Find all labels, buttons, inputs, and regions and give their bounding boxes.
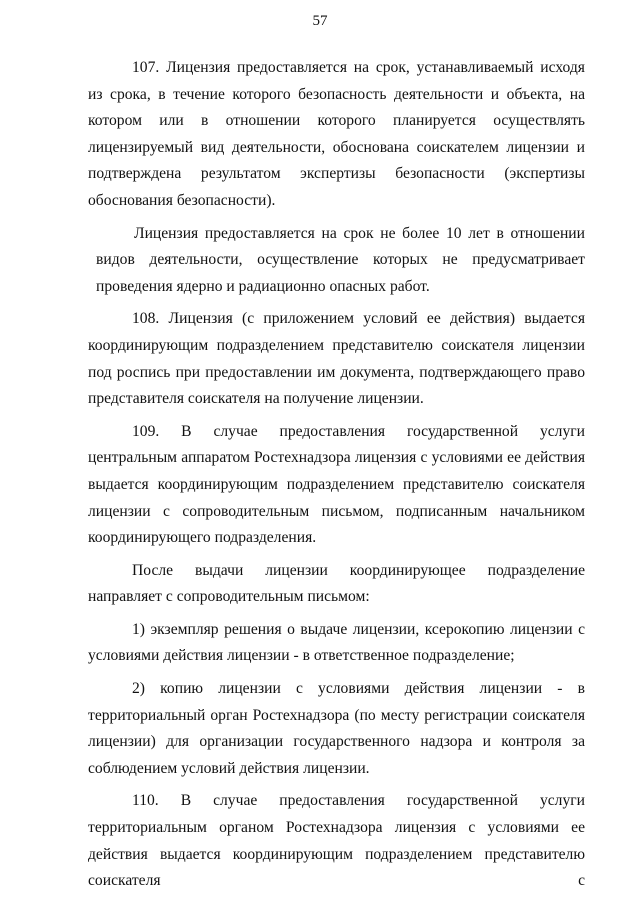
paragraph-109: 109. В случае предоставления государственной услуги центральным аппаратом Ростехнадзора лицензия с условиями ее действия выдается координирующим подразделением представителю соискателя лицензии с сопроводительным письмом, подписанным начальником координирующего подразделения. — [88, 422, 585, 547]
list-item-2: 2) копию лицензии с условиями действия лицензии - в территориальный орган Ростехнадзора (по месту регистрации соискателя лицензии) для организации государственного надзора и контроля за соблюдением условий действия лицензии. — [88, 680, 585, 777]
paragraph-110: 110. В случае предоставления государственной услуги территориальным органом Ростехнадзора лицензия с условиями ее действия выдается координирующим подразделением представителю соискателя с — [88, 792, 585, 890]
page-number: 57 — [312, 13, 328, 29]
paragraph-after-issue: После выдачи лицензии координирующее подразделение направляет с сопроводительным письмом: — [88, 561, 585, 606]
paragraph-108: 108. Лицензия (с приложением условий ее действия) выдается координирующим подразделением представителю соискателя лицензии под роспись при предоставлении им документа, подтверждающего право представителя соискателя на получение лицензии. — [88, 310, 585, 408]
paragraph-license-term: Лицензия предоставляется на срок не более 10 лет в отношении видов деятельности, осуществление которых не предусматривает проведения ядерно и радиационно опасных работ. — [96, 224, 585, 295]
document-body — [88, 55, 585, 895]
paragraph-107: 107. Лицензия предоставляется на срок, устанавливаемый исходя из срока, в течение которого безопасность деятельности и объекта, на котором или в отношении которого планируется осуществлять лицензируемый вид деятельности, обоснована соискателем лицензии и подтверждена результатом экспертизы безопасности (экспертизы обоснования безопасности). — [88, 59, 585, 209]
list-item-1: 1) экземпляр решения о выдаче лицензии, ксерокопию лицензии с условиями действия лицензии - в ответственное подразделение; — [88, 620, 585, 665]
